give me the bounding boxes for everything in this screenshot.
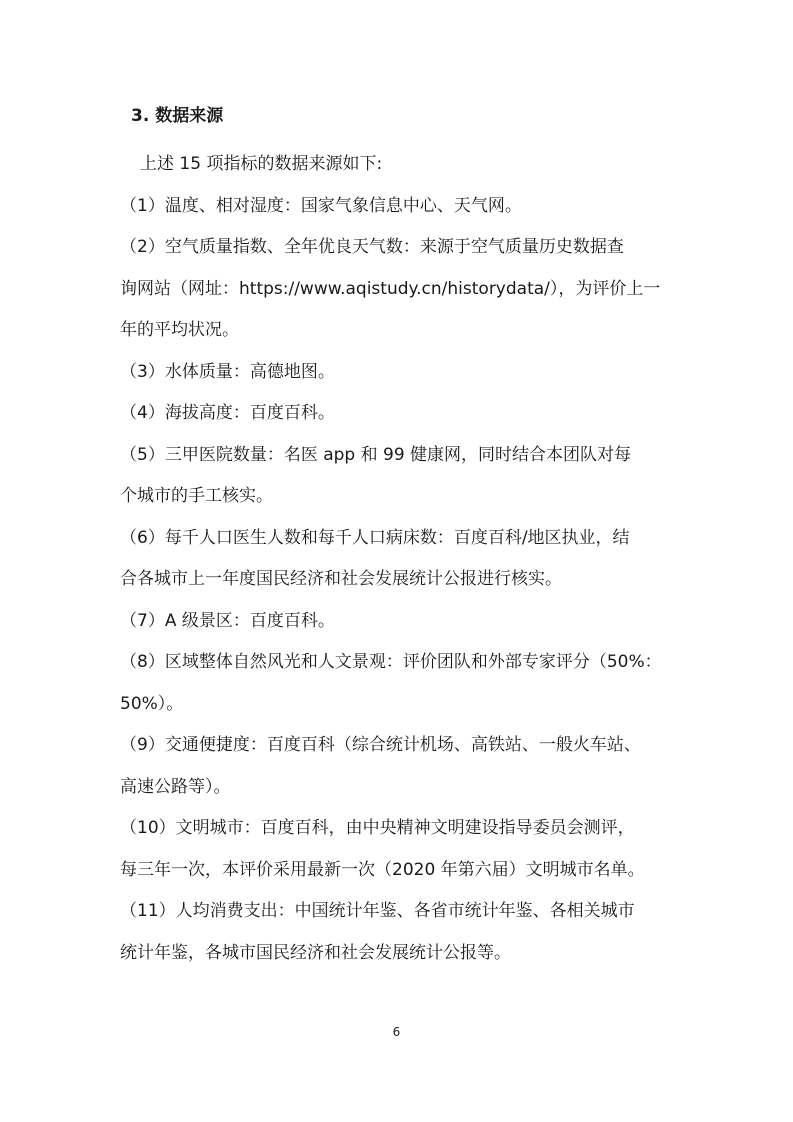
source-item-3: （3）水体质量：高德地图。 bbox=[120, 361, 335, 382]
intro-line: 上述 15 项指标的数据来源如下: bbox=[140, 154, 383, 174]
source-item-5-line-2: 个城市的手工核实。 bbox=[120, 486, 273, 506]
section-body bbox=[120, 144, 676, 974]
source-item-11-line-1: （11）人均消费支出：中国统计年鉴、各省市统计年鉴、各相关城市 bbox=[120, 901, 635, 921]
source-item-1: （1）温度、相对湿度：国家气象信息中心、天气网。 bbox=[120, 195, 522, 216]
source-item-10-line-2: 每三年一次，本评价采用最新一次（2020 年第六届）文明城市名单。 bbox=[120, 859, 645, 880]
source-item-9-line-1: （9）交通便捷度：百度百科（综合统计机场、高铁站、一般火车站、 bbox=[120, 735, 641, 755]
source-item-7: （7）A 级景区：百度百科。 bbox=[120, 610, 335, 631]
page-number: 6 bbox=[392, 1025, 401, 1039]
source-item-4: （4）海拔高度：百度百科。 bbox=[120, 403, 335, 423]
source-item-5-line-1: （5）三甲医院数量：名医 app 和 99 健康网，同时结合本团队对每 bbox=[120, 444, 632, 465]
source-item-6-line-2: 合各城市上一年度国民经济和社会发展统计公报进行核实。 bbox=[120, 569, 562, 589]
source-item-8-line-1: （8）区域整体自然风光和人文景观：评价团队和外部专家评分（50%： bbox=[120, 652, 662, 672]
source-item-9-line-2: 高速公路等）。 bbox=[120, 776, 231, 797]
source-item-2-line-3: 年的平均状况。 bbox=[120, 320, 239, 340]
source-item-11-line-2: 统计年鉴，各城市国民经济和社会发展统计公报等。 bbox=[120, 942, 511, 963]
source-item-2-line-1: （2）空气质量指数、全年优良天气数：来源于空气质量历史数据查 bbox=[120, 237, 624, 257]
source-item-6-line-1: （6）每千人口医生人数和每千人口病床数：百度百科/地区执业，结 bbox=[120, 527, 630, 548]
section-heading: 3. 数据来源 bbox=[131, 106, 224, 126]
source-item-10-line-1: （10）文明城市：百度百科，由中央精神文明建设指导委员会测评， bbox=[120, 818, 635, 838]
source-item-2-line-2: 询网站（网址：https://www.aqistudy.cn/historydata/），为评价上一 bbox=[120, 278, 661, 299]
source-item-8-line-2: 50%）。 bbox=[120, 693, 184, 714]
